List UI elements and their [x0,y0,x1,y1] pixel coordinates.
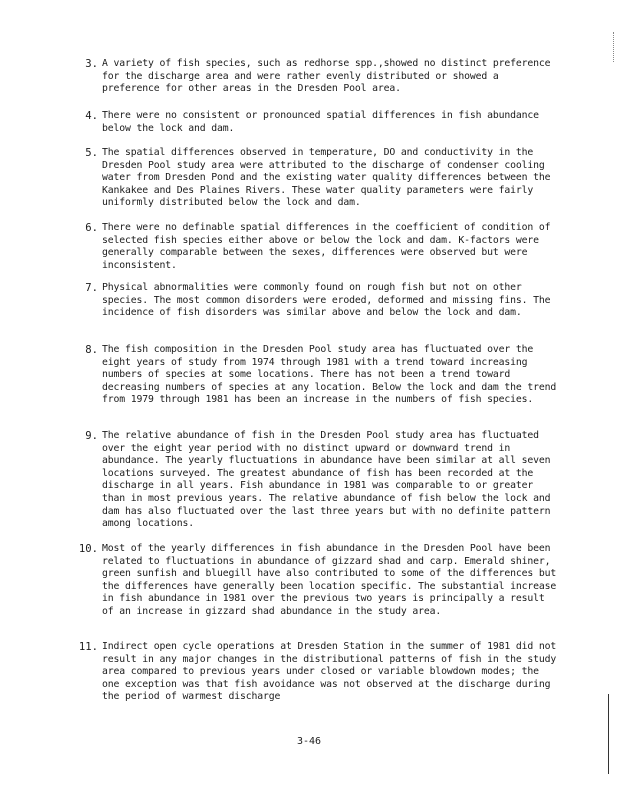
item-number: 10. [78,543,98,555]
item-number: 7. [85,282,98,294]
item-text: The spatial differences observed in temperature, DO and conductivity in the Dresden Pool study area were attributed to the discharge of condenser cooling water from Dresden Pond and the existing water quality differences between the Kankakee and Des Plaines Rivers. These water quality parameters were fairly uniformly distributed below the lock and dam. [102,147,551,209]
item-number: 9. [85,430,98,442]
item-number: 4. [85,110,98,122]
item-text: Most of the yearly differences in fish abundance in the Dresden Pool have been related to fluctuations in abundance of gizzard shad and carp. Emerald shiner, green sunfish and bluegill have also contributed to some of the differences but the differences have generally been location specific. The substantial increase in fish abundance in 1981 over the previous two years is principally a result of an increase in gizzard shad abundance in the study area. [102,543,557,617]
margin-revision-bar [608,694,609,774]
item-text: There were no consistent or pronounced spatial differences in fish abundance below the lock and dam. [102,110,539,134]
item-number: 6. [85,222,98,234]
item-number: 3. [85,58,98,70]
margin-mark [613,32,616,62]
item-text: The fish composition in the Dresden Pool study area has fluctuated over the eight years of study from 1974 through 1981 with a trend toward increasing numbers of species at some locations. There has not been a trend toward decreasing numbers of species at any location. Below the lock and dam the trend from 1979 through 1981 has been an increase in the numbers of fish species. [102,344,557,406]
item-text: A variety of fish species, such as redhorse spp.,showed no distinct preference for the discharge area and were rather evenly distributed or showed a preference for other areas in the Dresden Pool area. [102,58,551,95]
item-text: Physical abnormalities were commonly found on rough fish but not on other species. The most common disorders were eroded, deformed and missing fins. The incidence of fish disorders was similar above and below the lock and dam. [102,282,551,319]
item-text: There were no definable spatial differences in the coefficient of condition of selected fish species either above or below the lock and dam. K-factors were generally comparable between the sexes, differences were observed but were inconsistent. [102,222,551,271]
item-number: 11. [78,641,98,653]
item-number: 8. [85,344,98,356]
item-text: The relative abundance of fish in the Dresden Pool study area has fluctuated over the eight year period with no distinct upward or downward trend in abundance. The yearly fluctuations in abundance have been similar at all seven locations surveyed. The greatest abundance of fish has been recorded at the discharge in all years. Fish abundance in 1981 was comparable to or greater than in most previous years. The relative abundance of fish below the lock and dam has also fluctuated over the last three years but with no definite pattern among locations. [102,430,551,530]
item-text: Indirect open cycle operations at Dresden Station in the summer of 1981 did not result in any major changes in the distributional patterns of fish in the study area compared to previous years under closed or variable blowdown modes; the one exception was that fish avoidance was not observed at the discharge during the period of warmest discharge [102,641,557,703]
item-number: 5. [85,147,98,159]
page-number: 3-46 [296,736,322,747]
